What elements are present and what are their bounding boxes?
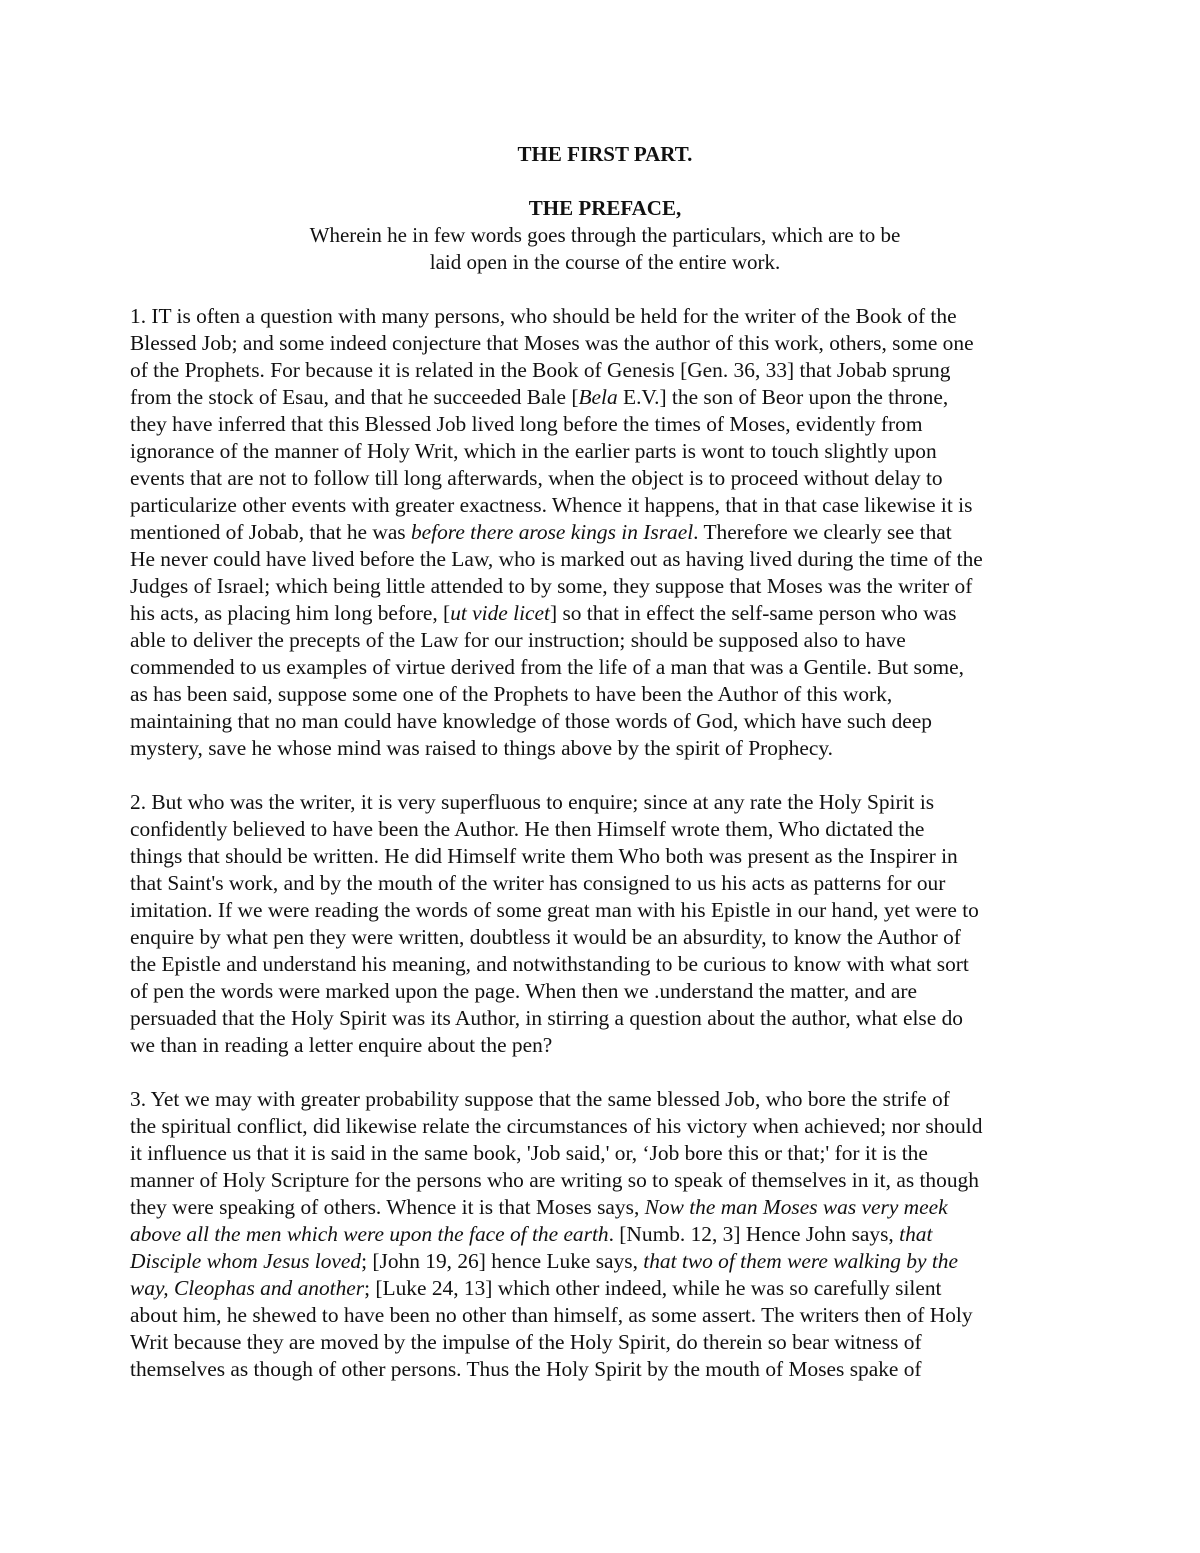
text-segment: E.V.] the son of Beor upon the throne, they have inferred that this Blessed Job lived long before the times of Moses, evidently from ignorance of the manner of Holy Writ, which in the earlier parts is wont to touch slightly upon events that are not to follow till long afterwards, when the object is to proceed without delay to particularize other events with greater exactness. Whence it happens, that in that case likewise it is mentioned of Jobab, that he was (130, 385, 973, 544)
text-segment: ; [Luke 24, 13] which other indeed, while he was so carefully silent about him, he shewed to have been no other than himself, as some assert. The writers then of Holy Writ because they are moved by the impulse of the Holy Spirit, do therein so bear witness of themselves as though of other persons. Thus the Holy Spirit by the mouth of Moses spake of (130, 1276, 973, 1381)
paragraph-2 (130, 789, 1080, 1059)
document-page (130, 141, 1080, 1410)
italic-segment: that Disciple whom Jesus loved (130, 1222, 933, 1273)
italic-segment: before there arose kings in Israel (410, 520, 694, 544)
text-segment: . [Numb. 12, 3] Hence John says, (608, 1222, 900, 1246)
paragraph-3 (130, 1086, 1080, 1383)
italic-segment: Bela (578, 385, 618, 409)
preface-title: THE PREFACE, (528, 196, 682, 220)
preface-subtitle-line-2: laid open in the course of the entire work. (429, 250, 781, 274)
text-segment: 1. IT is often a question with many persons, who should be held for the writer of the Book of the Blessed Job; and some indeed conjecture that Moses was the author of this work, others, some one of the Prophets. For because it is related in the Book of Genesis [Gen. 36, 33] that Jobab sprung from the stock of Esau, and that he succeeded Bale [ (130, 304, 974, 409)
part-title: THE FIRST PART. (517, 142, 693, 166)
italic-segment: that two of them were walking by the way, Cleophas and another (130, 1249, 958, 1300)
text-segment: . Therefore we clearly see that He never could have lived before the Law, who is marked out as having lived during the time of the Judges of Israel; which being little attended to by some, they suppose that Moses was the writer of his acts, as placing him long before, [ (130, 520, 983, 625)
preface-heading (130, 195, 1080, 276)
italic-segment: ut vide licet (450, 601, 550, 625)
text-segment: 2. But who was the writer, it is very superfluous to enquire; since at any rate the Holy Spirit is confidently believed to have been the Author. He then Himself wrote them, Who dictated the things that should be written. He did Himself write them Who both was present as the Inspirer in that Saint's work, and by the mouth of the writer has consigned to us his acts as patterns for our imitation. If we were reading the words of some great man with his Epistle in our hand, yet were to enquire by what pen they were written, doubtless it would be an absurdity, to know the Author of the Epistle and understand his meaning, and notwithstanding to be curious to know with what sort of pen the words were marked upon the page. When then we .understand the matter, and are persuaded that the Holy Spirit was its Author, in stirring a question about the author, what else do we than in reading a letter enquire about the pen? (130, 790, 979, 1057)
text-segment: 3. Yet we may with greater probability suppose that the same blessed Job, who bore the strife of the spiritual conflict, did likewise relate the circumstances of his victory when achieved; nor should it influence us that it is said in the same book, 'Job said,' or, ‘Job bore this or that;' for it is the manner of Holy Scripture for the persons who are writing so to speak of themselves in it, as though they were speaking of others. Whence it is that Moses says, (130, 1087, 983, 1219)
text-segment: ] so that in effect the self-same person who was able to deliver the precepts of the Law for our instruction; should be supposed also to have commended to us examples of virtue derived from the life of a man that was a Gentile. But some, as has been said, suppose some one of the Prophets to have been the Author of this work, maintaining that no man could have knowledge of those words of God, which have such deep mystery, save he whose mind was raised to things above by the spirit of Prophecy. (130, 601, 964, 760)
preface-subtitle-line-1: Wherein he in few words goes through the particulars, which are to be (309, 223, 901, 247)
italic-segment: Now the man Moses was very meek above all the men which were upon the face of the earth (130, 1195, 948, 1246)
body-text (130, 303, 1080, 1383)
paragraph-1 (130, 303, 1080, 762)
text-segment: ; [John 19, 26] hence Luke says, (361, 1249, 644, 1273)
